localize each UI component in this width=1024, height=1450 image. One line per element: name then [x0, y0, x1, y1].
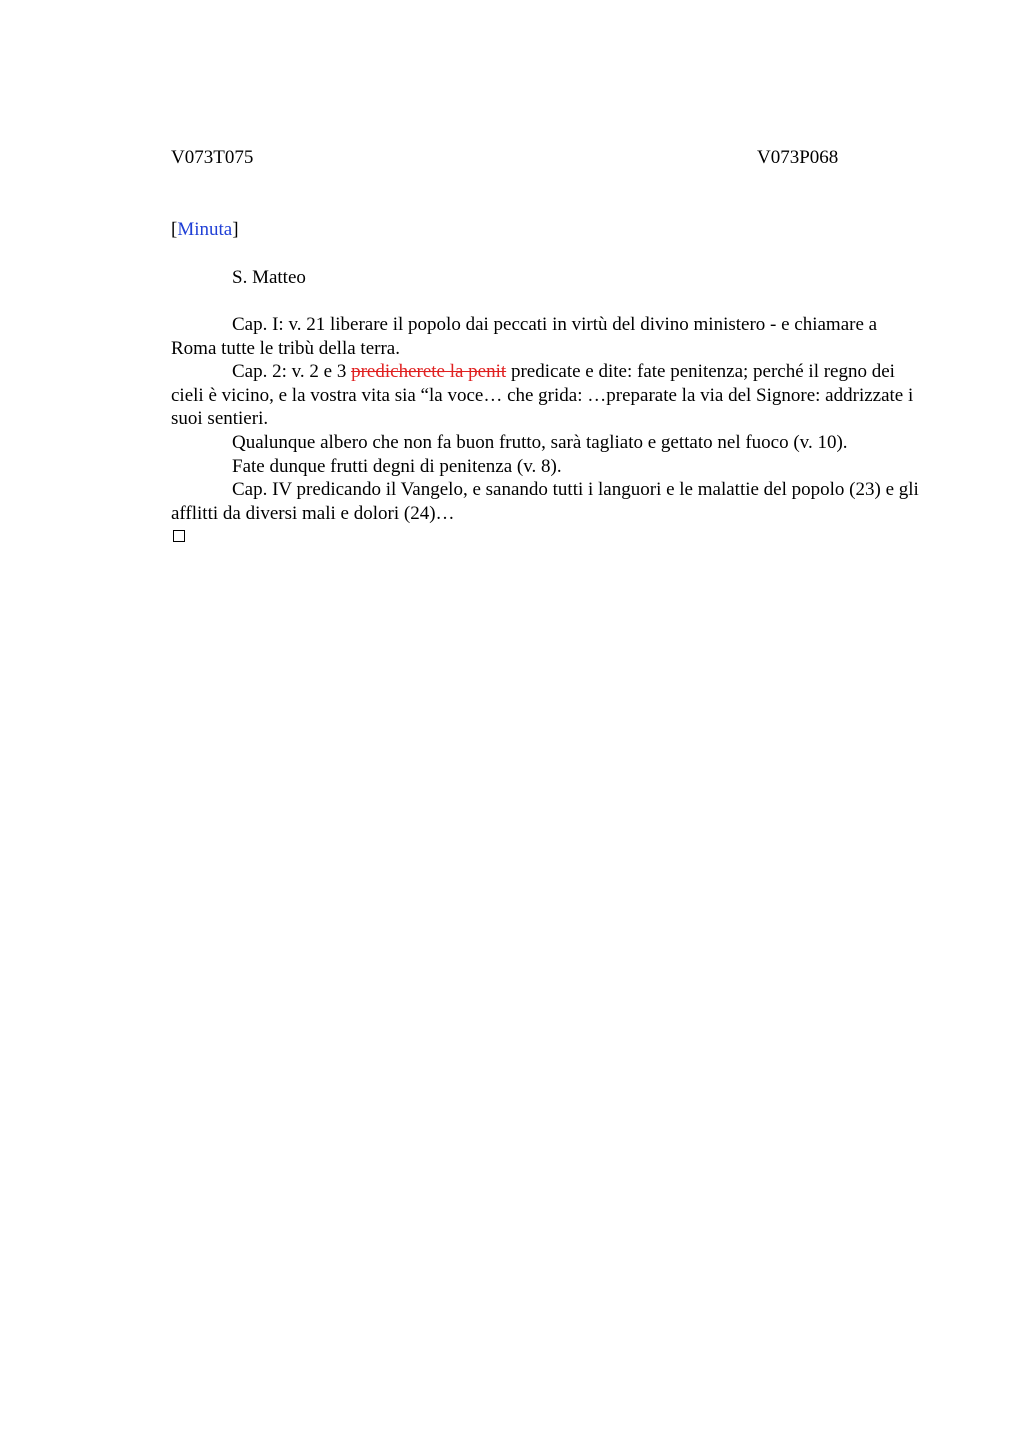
- paragraph-cap-2: [171, 360, 927, 431]
- deleted-text: predicherete la penit: [351, 361, 507, 383]
- section-title: S. Matteo: [232, 267, 306, 288]
- paragraph-cap-2-rest: predicate e dite: fate penitenza; perché il regno dei cieli è vicino, e la vostra vita sia “la voce… che grida: …preparate la via del Signore: addrizzate i suoi sentieri.: [171, 361, 914, 430]
- body-text: [171, 313, 927, 525]
- paragraph-cap-2-start: Cap. 2: v. 2 e 3: [232, 361, 352, 383]
- paragraph-cap-1: Cap. I: v. 21 liberare il popolo dai peccati in virtù del divino ministero - e chiamare a Roma tutte le tribù della terra.: [171, 314, 878, 359]
- paragraph-cap-4: Cap. IV predicando il Vangelo, e sanando tutti i languori e le malattie del popolo (23) e gli afflitti da diversi mali e dolori (24)…: [171, 479, 919, 524]
- paragraph-albero: Qualunque albero che non fa buon frutto, sarà tagliato e gettato nel fuoco (v. 10).: [232, 431, 848, 453]
- paragraph-frutti: Fate dunque frutti degni di penitenza (v. 8).: [232, 455, 562, 477]
- document-code-right: V073P068: [757, 147, 839, 168]
- empty-square-icon: [173, 530, 185, 542]
- close-bracket: ]: [232, 219, 239, 240]
- document-code-left: V073T075: [171, 147, 254, 168]
- document-header: [171, 146, 927, 170]
- minuta-label: [171, 218, 239, 242]
- open-bracket: [: [171, 219, 178, 240]
- minuta-word: Minuta: [177, 219, 233, 240]
